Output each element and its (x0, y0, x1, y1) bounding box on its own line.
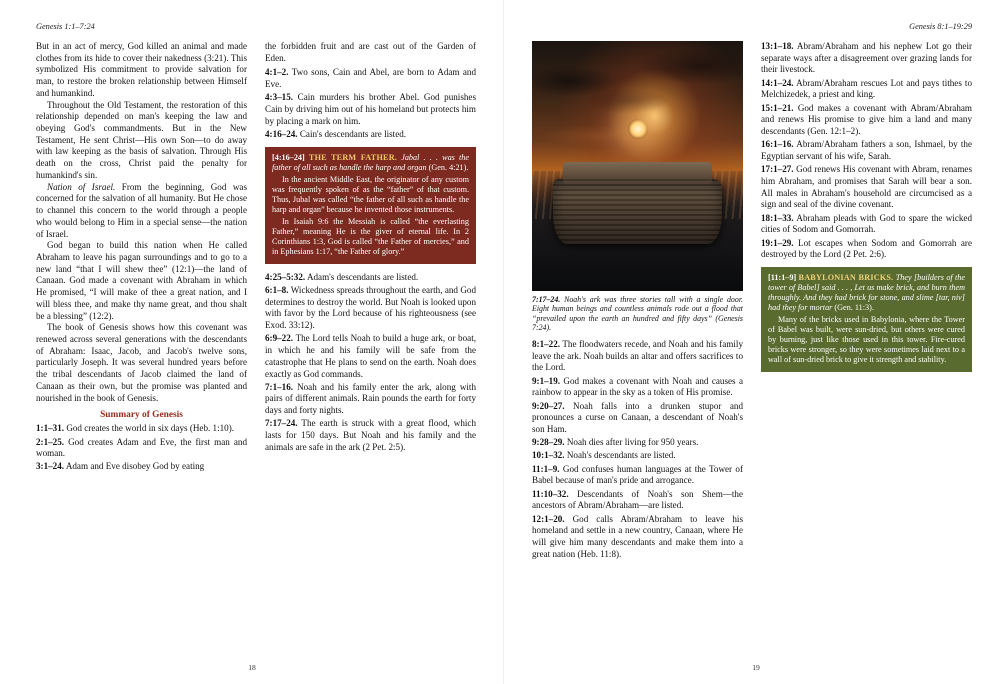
sidebar-note-scripture-citation: (Gen. 11:3). (832, 302, 874, 312)
verse-reference: 13:1–18. (761, 41, 794, 51)
verse-summary-text: Noah dies after living for 950 years. (564, 437, 699, 448)
page-number-left: 18 (248, 663, 256, 672)
summary-item (265, 382, 476, 417)
left-column-2 (265, 41, 476, 473)
verse-reference: 12:1–20. (532, 513, 565, 524)
verse-summary-text: God creates the world in six days (Heb. 1:10). (64, 423, 235, 434)
left-column-1 (36, 41, 247, 473)
verse-summary-text: Abraham pleads with God to spare the wicked cities of Sodom and Gomorrah. (761, 212, 972, 235)
figure-noahs-ark (532, 41, 743, 333)
caption-reference: 7:17–24. (532, 295, 561, 304)
summary-item (761, 238, 972, 261)
verse-summary-text: Abram/Abraham and his nephew Lot go their separate ways after a disagreement over grazing lands for their livestock. (761, 41, 972, 75)
verse-summary-text: God confuses human languages at the Tower of Babel because of man's pride and arrogance. (532, 463, 743, 486)
verse-reference: 4:3–15. (265, 92, 294, 103)
verse-reference: 19:1–29. (761, 237, 794, 248)
right-page-columns (532, 41, 972, 560)
verse-reference: 9:1–19. (532, 375, 561, 386)
verse-summary-text: Abram/Abraham rescues Lot and pays tithes to Melchizedek, a priest and king. (761, 77, 972, 100)
verse-summary-text: Lot escapes when Sodom and Gomorrah are destroyed by the Lord (2 Pet. 2:6). (761, 237, 972, 260)
summary-item (265, 67, 476, 90)
verse-reference: 17:1–27. (761, 164, 794, 175)
verse-reference: 8:1–22. (532, 338, 561, 349)
verse-reference: 2:1–25. (36, 436, 65, 447)
right-page (504, 0, 1008, 684)
summary-item (532, 464, 743, 487)
verse-reference: 7:17–24. (265, 418, 298, 429)
genesis-covenant-paragraph: The book of Genesis shows how this covenant was renewed across several generations with the descendants of Abraham: Isaac, Jacob, and Jacob's twelve sons, particularly Joseph. It was several hundred years before the tribal descendants of Jacob claimed the land of Canaan as their own, but the promise was planted and nourished in the book of Genesis. (36, 322, 247, 403)
verse-summary-text: Abram/Abraham fathers a son, Ishmael, by the Egyptian servant of his wife, Sarah. (761, 139, 972, 161)
verse-reference: 15:1–21. (761, 102, 794, 113)
verse-summary-text: Noah's descendants are listed. (564, 450, 676, 461)
summary-item (761, 164, 972, 211)
page-number-right: 19 (752, 663, 760, 672)
summary-item (265, 92, 476, 127)
verse-summary-text: God renews His covenant with Abram, renames him Abraham, and promises that Sarah will bear a son. All males in Abraham's household are circumcised as a sign and seal of the divine covenant. (761, 164, 972, 210)
verse-summary-text: God creates Adam and Eve, the first man and woman. (36, 436, 247, 459)
verse-reference: 9:20–27. (532, 400, 565, 411)
verse-reference: 16:1–16. (761, 139, 794, 150)
verse-summary-text: God makes a covenant with Noah and causes a rainbow to appear in the sky as a token of His promise. (532, 375, 743, 398)
verse-reference: 6:9–22. (265, 333, 294, 344)
summary-item (265, 272, 476, 284)
verse-summary-text: Wickedness spreads throughout the earth, and God determines to destroy the world. But Noah is looked upon with favor by the Lord because of his righteousness (see Exod. 33:12). (265, 284, 476, 331)
verse-summary-text: Noah and his family enter the ark, along with pairs of different animals. Rain pounds the earth for forty days and forty nights. (265, 381, 476, 416)
verse-reference: 7:1–16. (265, 381, 294, 392)
continuation-paragraph: the forbidden fruit and are cast out of the Garden of Eden. (265, 41, 476, 63)
right-column-1 (532, 41, 743, 560)
verse-reference: 18:1–33. (761, 212, 794, 223)
summary-item (265, 285, 476, 332)
verse-summary-text: God makes a covenant with Abram/Abraham and renews His promise to give him a land and many descendants (Gen. 12:1–2). (761, 102, 972, 137)
verse-reference: 6:1–8. (265, 284, 289, 295)
verse-summary-text: Descendants of Noah's son Shem—the ancestors of Abram/Abraham—are listed. (532, 488, 743, 511)
summary-item (532, 437, 743, 449)
verse-summary-text: Adam and Eve disobey God by eating (64, 461, 205, 472)
verse-summary-text: Adam's descendants are listed. (305, 271, 419, 282)
summary-item (761, 78, 972, 101)
sun-icon (628, 119, 648, 139)
running-head-right: Genesis 8:1–19:29 (909, 22, 972, 31)
summary-item (761, 213, 972, 236)
sidebar-note-label: BABYLONIAN BRICKS. (798, 272, 894, 282)
nation-of-israel-lead: Nation of Israel. (47, 181, 116, 192)
sidebar-note-scripture: Jabal . . . was the father of all such as handle the harp and organ (272, 152, 470, 172)
sidebar-note-the-term-father (265, 147, 476, 264)
sidebar-note-label: THE TERM FATHER. (308, 152, 398, 162)
verse-reference: 11:10–32. (532, 488, 569, 499)
body-paragraph: But in an act of mercy, God killed an animal and made clothes from its hide to cover their nakedness (3:21). This symbolized His commitment to provide salvation for man, to restore the broken relationship between Himself and humankind. (36, 41, 247, 98)
verse-reference: 1:1–31. (36, 423, 65, 434)
sidebar-note-body: In the ancient Middle East, the originator of any custom was frequently spoken of as the “father” of that custom. Thus, Jubal was called “the father of all such as handle the harp and organ” because he invented those instruments. (272, 174, 469, 214)
verse-summary-text: The Lord tells Noah to build a huge ark, or boat, in which he and his family will be safe from the catastrophe that He plans to send on the earth. Noah does exactly as God commands. (265, 333, 476, 379)
summary-item (761, 41, 972, 76)
verse-reference: 9:28–29. (532, 437, 565, 448)
caption-text: Noah's ark was three stories tall with a single door. Eight human beings and countless animals rode out a flood that “prevailed upon the earth an hundred and fifty days” (Genesis 7:24). (532, 295, 743, 333)
verse-summary-text: Cain's descendants are listed. (297, 129, 407, 140)
verse-summary-text: Cain murders his brother Abel. God punishes Cain by driving him out of his homeland but protects him by placing a mark on him. (265, 92, 476, 126)
verse-reference: 14:1–24. (761, 77, 794, 88)
sidebar-note-scripture-citation: (Gen. 4:21). (426, 162, 469, 172)
verse-reference: 3:1–24. (36, 461, 65, 472)
summary-item (532, 376, 743, 399)
verse-summary-text: The earth is struck with a great flood, which lasts for 150 days. But Noah and his family and the animals are safe in the ark (2 Pet. 2:5). (265, 418, 476, 452)
summary-item (265, 418, 476, 453)
summary-item (532, 339, 743, 374)
verse-summary-text: The floodwaters recede, and Noah and his family leave the ark. Noah builds an altar and offers sacrifices to the Lord. (532, 338, 743, 373)
verse-reference: 4:1–2. (265, 67, 289, 78)
noahs-ark-image (532, 41, 743, 291)
summary-item (532, 450, 743, 462)
running-head-left: Genesis 1:1–7:24 (36, 22, 95, 31)
verse-reference: 11:1–9. (532, 463, 560, 474)
sidebar-note-reference: [11:1–9] (768, 272, 797, 282)
abraham-paragraph: God began to build this nation when He called Abraham to leave his pagan surroundings and to go to a new land “that I will shew thee” (12:1)—the land of Canaan. God made a covenant with Abraham in which He promised, “I will make of thee a great nation, and I will bless thee, and make thy name great, and thou shalt be a blessing” (12:2). (36, 240, 247, 321)
verse-summary-text: Two sons, Cain and Abel, are born to Adam and Eve. (265, 67, 476, 90)
sidebar-note-scripture: They [builders of the tower of Babel] said . . . , Let us make brick, and burn them throughly. And they had brick for stone, and slime [tar, niv] had they for mortar (768, 272, 966, 312)
sidebar-note-body: In Isaiah 9:6 the Messiah is called “the everlasting Father,” meaning He is the giver of eternal life. In 2 Corinthians 1:3, God is called “the Father of mercies,” and in Ephesians 1:17, “the Father of glory.” (272, 216, 469, 256)
summary-item (532, 401, 743, 436)
figure-caption (532, 295, 743, 333)
summary-item (265, 333, 476, 380)
sidebar-note-babylonian-bricks (761, 267, 972, 372)
summary-item (36, 437, 247, 460)
body-paragraph: Throughout the Old Testament, the restoration of this relationship depended on man's keeping the law and obeying God's commandments. But in the New Testament, He sent Christ—His own Son—to do away with law keeping as the basis of salvation. Through His death on the cross, Christ paid the penalty for humankind's sin. (36, 99, 247, 180)
verse-reference: 4:16–24. (265, 129, 298, 140)
summary-item (265, 129, 476, 141)
ark-vessel (553, 179, 722, 244)
nation-of-israel-text: From the beginning, God was concerned for the salvation of all humanity. But He chose to channel this concern to the world through a people who would belong to Him in a special sense—the nation of Israel. (36, 181, 247, 239)
summary-item (36, 423, 247, 435)
right-column-2 (761, 41, 972, 560)
summary-item (532, 514, 743, 561)
nation-of-israel-paragraph (36, 182, 247, 241)
summary-item (532, 489, 743, 512)
sidebar-note-reference: [4:16–24] (272, 152, 305, 162)
verse-reference: 10:1–32. (532, 450, 565, 461)
verse-summary-text: Noah falls into a drunken stupor and pronounces a curse on Canaan, a descendant of Noah's son Ham. (532, 400, 743, 434)
sidebar-note-headline (768, 273, 965, 313)
summary-item (761, 103, 972, 138)
summary-of-genesis-heading: Summary of Genesis (100, 410, 183, 421)
verse-summary-text: God calls Abram/Abraham to leave his homeland and settle in a new country, Canaan, where He will give him many descendants and make them into a great nation (Heb. 11:8). (532, 513, 743, 559)
sidebar-note-body: Many of the bricks used in Babylonia, where the Tower of Babel was built, were sun-dried, but others were cured by burning, just like those used in this tower. Fire-cured bricks were stronger, so they were sometimes laid next to a wall of sun-dried brick to give it strength and stability. (768, 314, 965, 364)
summary-item (761, 139, 972, 162)
sidebar-note-headline (272, 153, 469, 173)
summary-item (36, 461, 247, 473)
left-page-columns (36, 41, 476, 473)
verse-reference: 4:25–5:32. (265, 271, 306, 282)
